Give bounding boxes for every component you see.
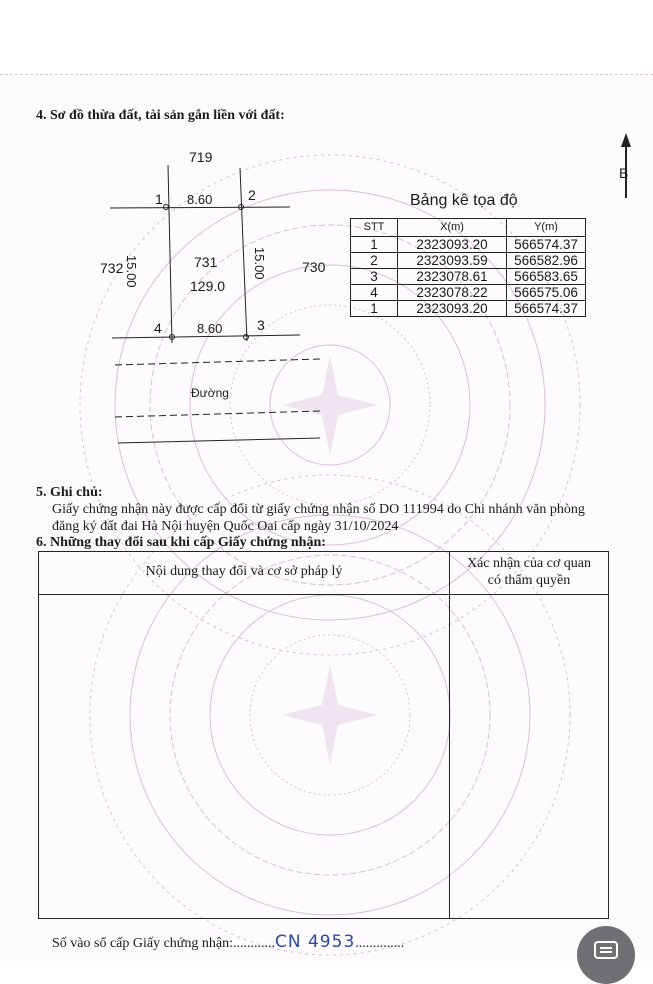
changes-col-content-header: Nội dung thay đổi và cơ sở pháp lý: [145, 564, 343, 579]
cell-x: 2323078.22: [398, 285, 507, 301]
changes-col-approval-header: [450, 555, 608, 589]
note-line-2: đăng ký đất đai Hà Nội huyện Quốc Oai cấp ngày 31/10/2024: [52, 519, 399, 534]
registry-number-handwritten: CN 4953: [275, 932, 356, 952]
table-row: [351, 285, 586, 301]
cell-y: 566583.65: [507, 269, 586, 285]
coord-table-header: [351, 219, 586, 237]
coord-table: [350, 218, 586, 317]
cell-y: 566582.96: [507, 253, 586, 269]
registry-number-line: [52, 932, 404, 952]
table-row: [351, 301, 586, 317]
header-stt: STT: [351, 219, 398, 237]
east-neighbor-label: 730: [302, 259, 326, 275]
left-length-label: 15.00: [124, 255, 139, 288]
approval-header-line-1: Xác nhận của cơ quan: [466, 556, 591, 571]
cell-y: 566574.37: [507, 237, 586, 253]
cell-stt: 2: [351, 253, 398, 269]
top-length-label: 8.60: [187, 192, 213, 207]
cell-stt: 3: [351, 269, 398, 285]
header-x: X(m): [398, 219, 507, 237]
cell-y: 566574.37: [507, 301, 586, 317]
corner-1-label: 1: [155, 191, 163, 207]
section5-note: [52, 501, 622, 535]
column-divider: [449, 552, 450, 918]
cell-x: 2323093.59: [398, 253, 507, 269]
cell-stt: 1: [351, 237, 398, 253]
section4-title: 4. Sơ đồ thừa đất, tài sản gắn liền với đất:: [36, 108, 285, 123]
registry-dots-before: ............: [233, 936, 275, 951]
changes-table: [38, 551, 609, 919]
registry-label: Số vào sổ cấp Giấy chứng nhận:: [52, 936, 233, 951]
parcel-area-label: 129.0: [190, 278, 226, 294]
header-y: Y(m): [507, 219, 586, 237]
section5-title: 5. Ghi chú:: [36, 485, 103, 500]
note-line-1: Giấy chứng nhận này được cấp đổi từ giấy chứng nhận số DO 111994 do Chi nhánh văn phòng: [52, 502, 585, 517]
registry-dots-after: ..............: [355, 936, 405, 951]
cell-x: 2323093.20: [398, 301, 507, 317]
north-arrow-icon: [621, 133, 631, 147]
corner-2-label: 2: [248, 187, 256, 203]
changes-table-header: [39, 552, 608, 595]
table-row: [351, 253, 586, 269]
road-label: Đường: [191, 386, 229, 400]
corner-3-label: 3: [257, 317, 265, 333]
north-neighbor-label: 719: [189, 149, 213, 165]
cell-y: 566575.06: [507, 285, 586, 301]
certificate-page: [0, 74, 653, 961]
parcel-number-label: 731: [194, 254, 218, 270]
cell-stt: 4: [351, 285, 398, 301]
west-neighbor-label: 732: [100, 260, 124, 276]
cell-stt: 1: [351, 301, 398, 317]
table-row: [351, 269, 586, 285]
compass-north-letter: B: [619, 165, 629, 181]
cell-x: 2323093.20: [398, 237, 507, 253]
coord-table-title: Bảng kê tọa độ: [410, 192, 518, 209]
table-row: [351, 237, 586, 253]
corner-4-label: 4: [154, 320, 162, 336]
cell-x: 2323078.61: [398, 269, 507, 285]
chat-lines-icon: [594, 941, 618, 959]
approval-header-line-2: có thẩm quyền: [487, 573, 571, 588]
section6-title: 6. Những thay đổi sau khi cấp Giấy chứng nhận:: [36, 535, 326, 550]
bottom-length-label: 8.60: [197, 321, 223, 336]
right-length-label: 15.00: [252, 247, 267, 280]
